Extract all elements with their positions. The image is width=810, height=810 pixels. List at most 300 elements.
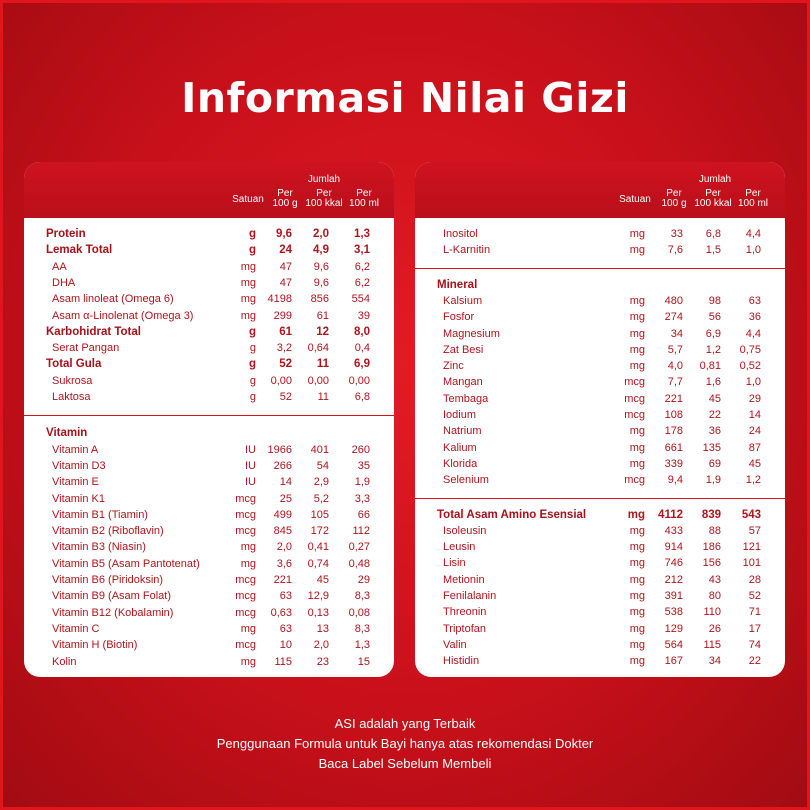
nutrient-unit: mg [629, 590, 645, 602]
value-per-100kkal: 80 [708, 590, 721, 602]
value-per-100g: 178 [664, 425, 683, 438]
value-per-100kkal: 0,41 [307, 541, 329, 554]
value-per-100ml: 543 [741, 508, 761, 521]
value-per-100kkal: 12,9 [307, 590, 329, 603]
value-per-100kkal: 115 [703, 638, 721, 651]
header-per-unit: 100 kkal [305, 198, 343, 209]
nutrient-name: Vitamin B1 (Tiamin) [52, 508, 148, 521]
nutrient-row [415, 604, 785, 620]
value-per-100ml: 6,2 [354, 276, 370, 289]
nutrient-row [24, 605, 394, 621]
nutrient-row [415, 539, 785, 555]
value-per-100kkal: 12 [316, 325, 329, 338]
value-per-100ml: 39 [357, 309, 370, 322]
nutrient-name: Valin [443, 638, 467, 651]
value-per-100g: 3,6 [276, 557, 292, 570]
value-per-100ml: 22 [748, 655, 761, 668]
nutrition-table-right [415, 162, 785, 677]
value-per-100g: 52 [279, 391, 292, 403]
value-per-100g: 14 [279, 476, 292, 489]
value-per-100ml: 66 [357, 508, 370, 521]
value-per-100g: 63 [279, 590, 292, 603]
header-per-unit: 100 g [661, 198, 687, 209]
value-per-100kkal: 186 [702, 541, 721, 554]
value-per-100ml: 4,4 [745, 327, 761, 340]
value-per-100ml: 260 [351, 443, 370, 456]
nutrient-name: Vitamin H (Biotin) [52, 639, 138, 652]
nutrient-row [415, 637, 785, 653]
value-per-100g: 129 [664, 622, 683, 635]
nutrient-unit: mcg [235, 606, 256, 619]
header-per-label: Per [745, 188, 761, 199]
nutrient-row [24, 308, 394, 324]
nutrient-row [24, 340, 394, 356]
page-title: Informasi Nilai Gizi [181, 74, 629, 122]
nutrient-row [24, 556, 394, 572]
value-per-100kkal: 135 [702, 441, 721, 454]
section-row [415, 507, 785, 523]
value-per-100g: 47 [279, 260, 292, 273]
value-per-100g: 7,6 [667, 244, 683, 257]
nutrient-row [24, 654, 394, 670]
value-per-100g: 1966 [267, 443, 292, 456]
nutrient-row [415, 653, 785, 669]
nutrient-name: Vitamin B5 (Asam Pantotenat) [52, 557, 200, 570]
value-per-100ml: 28 [748, 573, 761, 586]
value-per-100g: 299 [273, 309, 292, 322]
nutrient-row [24, 373, 394, 389]
value-per-100ml: 0,4 [354, 342, 370, 355]
nutrient-name: Vitamin K1 [52, 492, 105, 505]
value-per-100ml: 17 [748, 622, 761, 635]
nutrient-unit: mg [629, 655, 645, 668]
value-per-100g: 34 [670, 327, 683, 340]
nutrient-row [415, 407, 785, 423]
nutrient-name: Vitamin C [52, 622, 100, 635]
value-per-100ml: 6,8 [354, 391, 370, 403]
nutrient-unit: mg [629, 441, 645, 454]
value-per-100g: 5,7 [667, 343, 683, 356]
value-per-100ml: 1,0 [745, 244, 761, 257]
value-per-100kkal: 156 [702, 557, 721, 570]
value-per-100kkal: 9,6 [313, 260, 329, 273]
value-per-100ml: 1,3 [354, 228, 370, 240]
value-per-100g: 3,2 [276, 342, 292, 355]
nutrient-name: Vitamin B2 (Riboflavin) [52, 525, 164, 538]
value-per-100kkal: 0,13 [307, 606, 329, 619]
nutrient-unit: mg [629, 557, 645, 570]
value-per-100kkal: 2,0 [313, 639, 329, 652]
nutrient-row [24, 588, 394, 604]
value-per-100g: 4198 [267, 293, 292, 306]
nutrient-name: Kolin [52, 655, 77, 668]
value-per-100g: 661 [664, 441, 683, 454]
footer-line: Baca Label Sebelum Membeli [318, 756, 492, 771]
header-per-unit: 100 ml [348, 198, 379, 209]
value-per-100ml: 14 [748, 409, 761, 421]
table-header [24, 162, 394, 218]
value-per-100g: 538 [664, 606, 683, 619]
nutrient-unit: g [249, 342, 256, 355]
nutrient-unit: mg [240, 260, 256, 273]
nutrient-row [415, 523, 785, 539]
header-per-label: Per [277, 188, 293, 199]
value-per-100kkal: 6,9 [705, 327, 721, 340]
value-per-100g: 480 [664, 294, 683, 307]
value-per-100kkal: 0,64 [307, 342, 329, 355]
nutrient-unit: mg [629, 327, 645, 340]
nutrient-name: Triptofan [443, 622, 487, 635]
section-row [24, 425, 394, 441]
value-per-100g: 339 [664, 457, 683, 470]
nutrient-unit: mg [629, 622, 645, 635]
nutrient-name: Zat Besi [443, 343, 484, 356]
value-per-100g: 24 [279, 244, 292, 257]
nutrient-row [24, 389, 394, 405]
nutrient-row [24, 259, 394, 275]
section-row [24, 242, 394, 258]
value-per-100g: 0,00 [270, 374, 292, 387]
value-per-100ml: 3,3 [354, 492, 370, 505]
nutrient-row [415, 555, 785, 571]
value-per-100kkal: 54 [316, 459, 329, 472]
nutrient-unit: mg [240, 557, 256, 570]
value-per-100g: 47 [279, 276, 292, 289]
nutrient-name: Metionin [443, 573, 485, 586]
value-per-100ml: 15 [357, 655, 370, 668]
nutrient-name: Serat Pangan [52, 342, 120, 355]
value-per-100kkal: 98 [708, 294, 721, 307]
value-per-100kkal: 6,8 [705, 228, 721, 240]
value-per-100kkal: 88 [708, 524, 721, 537]
value-per-100ml: 112 [352, 525, 370, 538]
value-per-100g: 845 [273, 525, 292, 538]
value-per-100ml: 6,9 [354, 358, 370, 371]
value-per-100g: 274 [664, 311, 683, 324]
value-per-100g: 115 [274, 655, 292, 668]
value-per-100ml: 63 [748, 294, 761, 307]
nutrient-unit: mg [627, 508, 645, 521]
nutrient-unit: mg [629, 244, 645, 257]
nutrient-name: AA [52, 260, 67, 273]
nutrient-name: Isoleusin [443, 524, 487, 537]
nutrient-name: Vitamin B9 (Asam Folat) [52, 590, 172, 603]
value-per-100g: 108 [664, 409, 683, 421]
nutrient-name: Mineral [437, 278, 478, 291]
value-per-100g: 221 [664, 392, 683, 405]
header-per-label: Per [666, 188, 682, 199]
value-per-100kkal: 69 [708, 457, 721, 470]
table-header [415, 162, 785, 218]
nutrient-name: Laktosa [52, 391, 91, 403]
value-per-100kkal: 1,9 [705, 474, 721, 487]
nutrient-name: Kalium [443, 441, 477, 454]
nutrient-row [24, 474, 394, 490]
nutrient-name: Lisin [443, 557, 466, 570]
nutrient-row [24, 491, 394, 507]
nutrient-unit: mg [240, 309, 256, 322]
value-per-100ml: 0,52 [739, 360, 761, 373]
nutrient-name: Threonin [443, 606, 487, 619]
value-per-100kkal: 0,74 [307, 557, 329, 570]
nutrient-unit: mcg [235, 639, 256, 652]
value-per-100g: 4112 [658, 508, 683, 521]
nutrient-row [415, 242, 785, 258]
value-per-100g: 52 [279, 358, 292, 371]
value-per-100ml: 0,75 [739, 343, 761, 356]
nutrient-name: Histidin [443, 655, 480, 668]
nutrient-name: Vitamin B3 (Niasin) [52, 541, 146, 554]
value-per-100kkal: 2,0 [313, 228, 329, 240]
nutrient-unit: IU [245, 459, 256, 472]
section-divider [415, 268, 785, 269]
value-per-100kkal: 45 [316, 574, 329, 586]
value-per-100g: 499 [273, 508, 292, 521]
section-row [24, 226, 394, 242]
nutrient-unit: mg [240, 293, 256, 306]
value-per-100kkal: 1,6 [705, 376, 721, 389]
value-per-100g: 2,0 [276, 541, 292, 554]
nutrient-name: Klorida [443, 457, 478, 470]
value-per-100kkal: 0,81 [699, 360, 721, 373]
nutrient-row [415, 293, 785, 309]
value-per-100kkal: 56 [708, 311, 721, 324]
nutrient-unit: mg [629, 541, 645, 554]
nutrient-unit: mcg [624, 376, 645, 389]
nutrient-unit: mcg [235, 574, 256, 586]
nutrient-row [415, 456, 785, 472]
nutrient-row [415, 226, 785, 242]
value-per-100kkal: 401 [310, 443, 329, 456]
value-per-100ml: 35 [357, 459, 370, 472]
nutrient-unit: mg [240, 541, 256, 554]
nutrient-row [415, 472, 785, 488]
footer-line: ASI adalah yang Terbaik [334, 716, 476, 731]
nutrient-unit: mg [629, 638, 645, 651]
value-per-100g: 4,0 [667, 360, 683, 373]
header-per-100kkal [302, 189, 346, 209]
value-per-100kkal: 839 [701, 508, 721, 521]
nutrient-row [415, 440, 785, 456]
value-per-100kkal: 11 [317, 391, 329, 403]
header-per-unit: 100 g [272, 198, 298, 209]
nutrient-unit: g [248, 228, 256, 240]
nutrient-unit: mg [629, 294, 645, 307]
value-per-100kkal: 9,6 [313, 276, 329, 289]
value-per-100kkal: 1,2 [705, 343, 721, 356]
value-per-100kkal: 0,00 [307, 374, 329, 387]
value-per-100g: 9,4 [667, 474, 683, 487]
nutrient-name: Magnesium [443, 327, 500, 340]
value-per-100g: 0,63 [270, 606, 292, 619]
nutrient-row [415, 572, 785, 588]
value-per-100g: 10 [279, 639, 292, 652]
value-per-100g: 221 [273, 574, 292, 586]
nutrient-row [415, 588, 785, 604]
value-per-100kkal: 110 [703, 606, 721, 619]
value-per-100g: 433 [664, 524, 683, 537]
nutrient-name: Sukrosa [52, 374, 93, 387]
value-per-100g: 63 [279, 622, 292, 635]
value-per-100kkal: 4,9 [313, 244, 329, 257]
section-divider [24, 415, 394, 416]
nutrient-unit: mcg [235, 492, 256, 505]
value-per-100ml: 6,2 [354, 260, 370, 273]
value-per-100g: 212 [664, 573, 683, 586]
value-per-100kkal: 105 [310, 508, 329, 521]
nutrient-name: Vitamin B12 (Kobalamin) [52, 606, 174, 619]
nutrient-unit: mcg [624, 474, 645, 487]
value-per-100kkal: 26 [708, 622, 721, 635]
value-per-100kkal: 172 [310, 525, 329, 538]
header-per-unit: 100 ml [737, 198, 768, 209]
nutrient-row [415, 309, 785, 325]
value-per-100ml: 52 [748, 590, 761, 602]
value-per-100kkal: 22 [708, 409, 721, 421]
value-per-100kkal: 856 [310, 293, 329, 306]
header-jumlah: Jumlah [698, 174, 732, 185]
header-satuan: Satuan [619, 194, 651, 205]
nutrient-unit: g [248, 358, 256, 371]
nutrient-name: Asam α-Linolenat (Omega 3) [52, 309, 194, 322]
nutrient-row [24, 523, 394, 539]
value-per-100ml: 36 [748, 311, 761, 324]
nutrient-unit: mg [629, 228, 645, 240]
nutrient-row [24, 539, 394, 555]
value-per-100kkal: 11 [316, 358, 329, 371]
value-per-100ml: 0,48 [348, 557, 370, 570]
nutrient-name: Leusin [443, 541, 476, 554]
nutrient-unit: mg [629, 606, 645, 619]
nutrient-name: Inositol [443, 228, 478, 240]
header-jumlah: Jumlah [307, 174, 341, 185]
nutrient-unit: mcg [624, 392, 645, 405]
value-per-100g: 746 [664, 557, 683, 570]
value-per-100ml: 8,3 [354, 590, 370, 603]
value-per-100ml: 101 [742, 557, 761, 570]
nutrient-row [24, 442, 394, 458]
value-per-100ml: 121 [742, 541, 761, 554]
nutrient-row [24, 621, 394, 637]
nutrient-row [415, 358, 785, 374]
value-per-100kkal: 13 [316, 622, 329, 635]
value-per-100ml: 0,08 [348, 606, 370, 619]
header-per-100kkal [691, 189, 735, 209]
section-row [24, 324, 394, 340]
nutrient-unit: IU [245, 443, 256, 456]
nutrient-name: Karbohidrat Total [46, 325, 141, 338]
value-per-100ml: 45 [748, 457, 761, 470]
value-per-100g: 564 [664, 638, 683, 651]
nutrient-unit: IU [245, 476, 256, 489]
nutrient-unit: mg [629, 343, 645, 356]
nutrient-name: Protein [46, 228, 86, 240]
footer-line: Penggunaan Formula untuk Bayi hanya atas rekomendasi Dokter [216, 736, 594, 751]
nutrient-name: Vitamin B6 (Piridoksin) [52, 574, 164, 586]
nutrient-name: Fenilalanin [443, 590, 497, 602]
nutrient-name: Tembaga [443, 392, 489, 405]
nutrient-name: Total Asam Amino Esensial [437, 508, 587, 521]
nutrient-name: Vitamin [46, 427, 88, 440]
value-per-100ml: 1,3 [354, 639, 370, 652]
value-per-100ml: 74 [748, 638, 761, 651]
value-per-100ml: 1,0 [745, 376, 761, 389]
value-per-100g: 33 [670, 228, 683, 240]
nutrient-name: Total Gula [46, 358, 102, 371]
value-per-100kkal: 2,9 [313, 476, 329, 489]
nutrient-name: Iodium [443, 409, 477, 421]
value-per-100ml: 1,2 [745, 474, 761, 487]
nutrient-row [415, 621, 785, 637]
value-per-100ml: 3,1 [354, 244, 370, 257]
nutrient-unit: mg [629, 524, 645, 537]
nutrient-row [415, 326, 785, 342]
value-per-100ml: 71 [748, 606, 761, 619]
header-per-label: Per [356, 188, 372, 199]
section-row [415, 277, 785, 293]
value-per-100g: 25 [279, 492, 292, 505]
value-per-100ml: 1,9 [354, 476, 370, 489]
nutrient-row [24, 458, 394, 474]
value-per-100ml: 29 [357, 574, 370, 586]
nutrient-unit: mg [240, 622, 256, 635]
value-per-100g: 391 [664, 590, 683, 602]
nutrient-name: Lemak Total [46, 244, 113, 257]
nutrient-name: Zinc [443, 360, 464, 373]
nutrient-name: Fosfor [443, 311, 475, 324]
header-satuan: Satuan [232, 194, 264, 205]
header-per-100ml [733, 189, 773, 209]
nutrient-name: Kalsium [443, 294, 483, 307]
nutrient-name: Vitamin E [52, 476, 99, 489]
header-per-unit: 100 kkal [694, 198, 732, 209]
nutrient-name: DHA [52, 276, 76, 289]
value-per-100g: 914 [664, 541, 683, 554]
value-per-100g: 167 [664, 655, 683, 668]
nutrient-row [415, 423, 785, 439]
value-per-100kkal: 36 [708, 425, 721, 438]
value-per-100kkal: 5,2 [313, 492, 329, 505]
nutrient-name: Vitamin D3 [52, 459, 106, 472]
nutrient-row [24, 572, 394, 588]
nutrient-row [24, 275, 394, 291]
value-per-100g: 7,7 [667, 376, 683, 389]
nutrient-unit: mcg [235, 508, 256, 521]
nutrition-table-left [24, 162, 394, 677]
nutrient-unit: g [249, 374, 256, 387]
nutrient-row [24, 507, 394, 523]
value-per-100ml: 0,00 [348, 374, 370, 387]
section-row [24, 356, 394, 372]
nutrient-name: Natrium [443, 425, 482, 438]
nutrient-row [24, 637, 394, 653]
nutrient-unit: mcg [235, 525, 256, 538]
nutrient-row [415, 374, 785, 390]
nutrient-name: Asam linoleat (Omega 6) [52, 293, 174, 306]
value-per-100kkal: 43 [708, 573, 721, 586]
value-per-100ml: 8,3 [354, 622, 370, 635]
value-per-100ml: 0,27 [348, 541, 370, 554]
nutrient-unit: mg [629, 457, 645, 470]
nutrient-name: Selenium [443, 474, 489, 487]
value-per-100kkal: 45 [708, 392, 721, 405]
nutrient-unit: mg [629, 573, 645, 586]
nutrient-unit: g [248, 244, 256, 257]
section-divider [415, 498, 785, 499]
nutrient-row [415, 391, 785, 407]
value-per-100ml: 87 [748, 441, 761, 454]
value-per-100ml: 24 [748, 425, 761, 438]
